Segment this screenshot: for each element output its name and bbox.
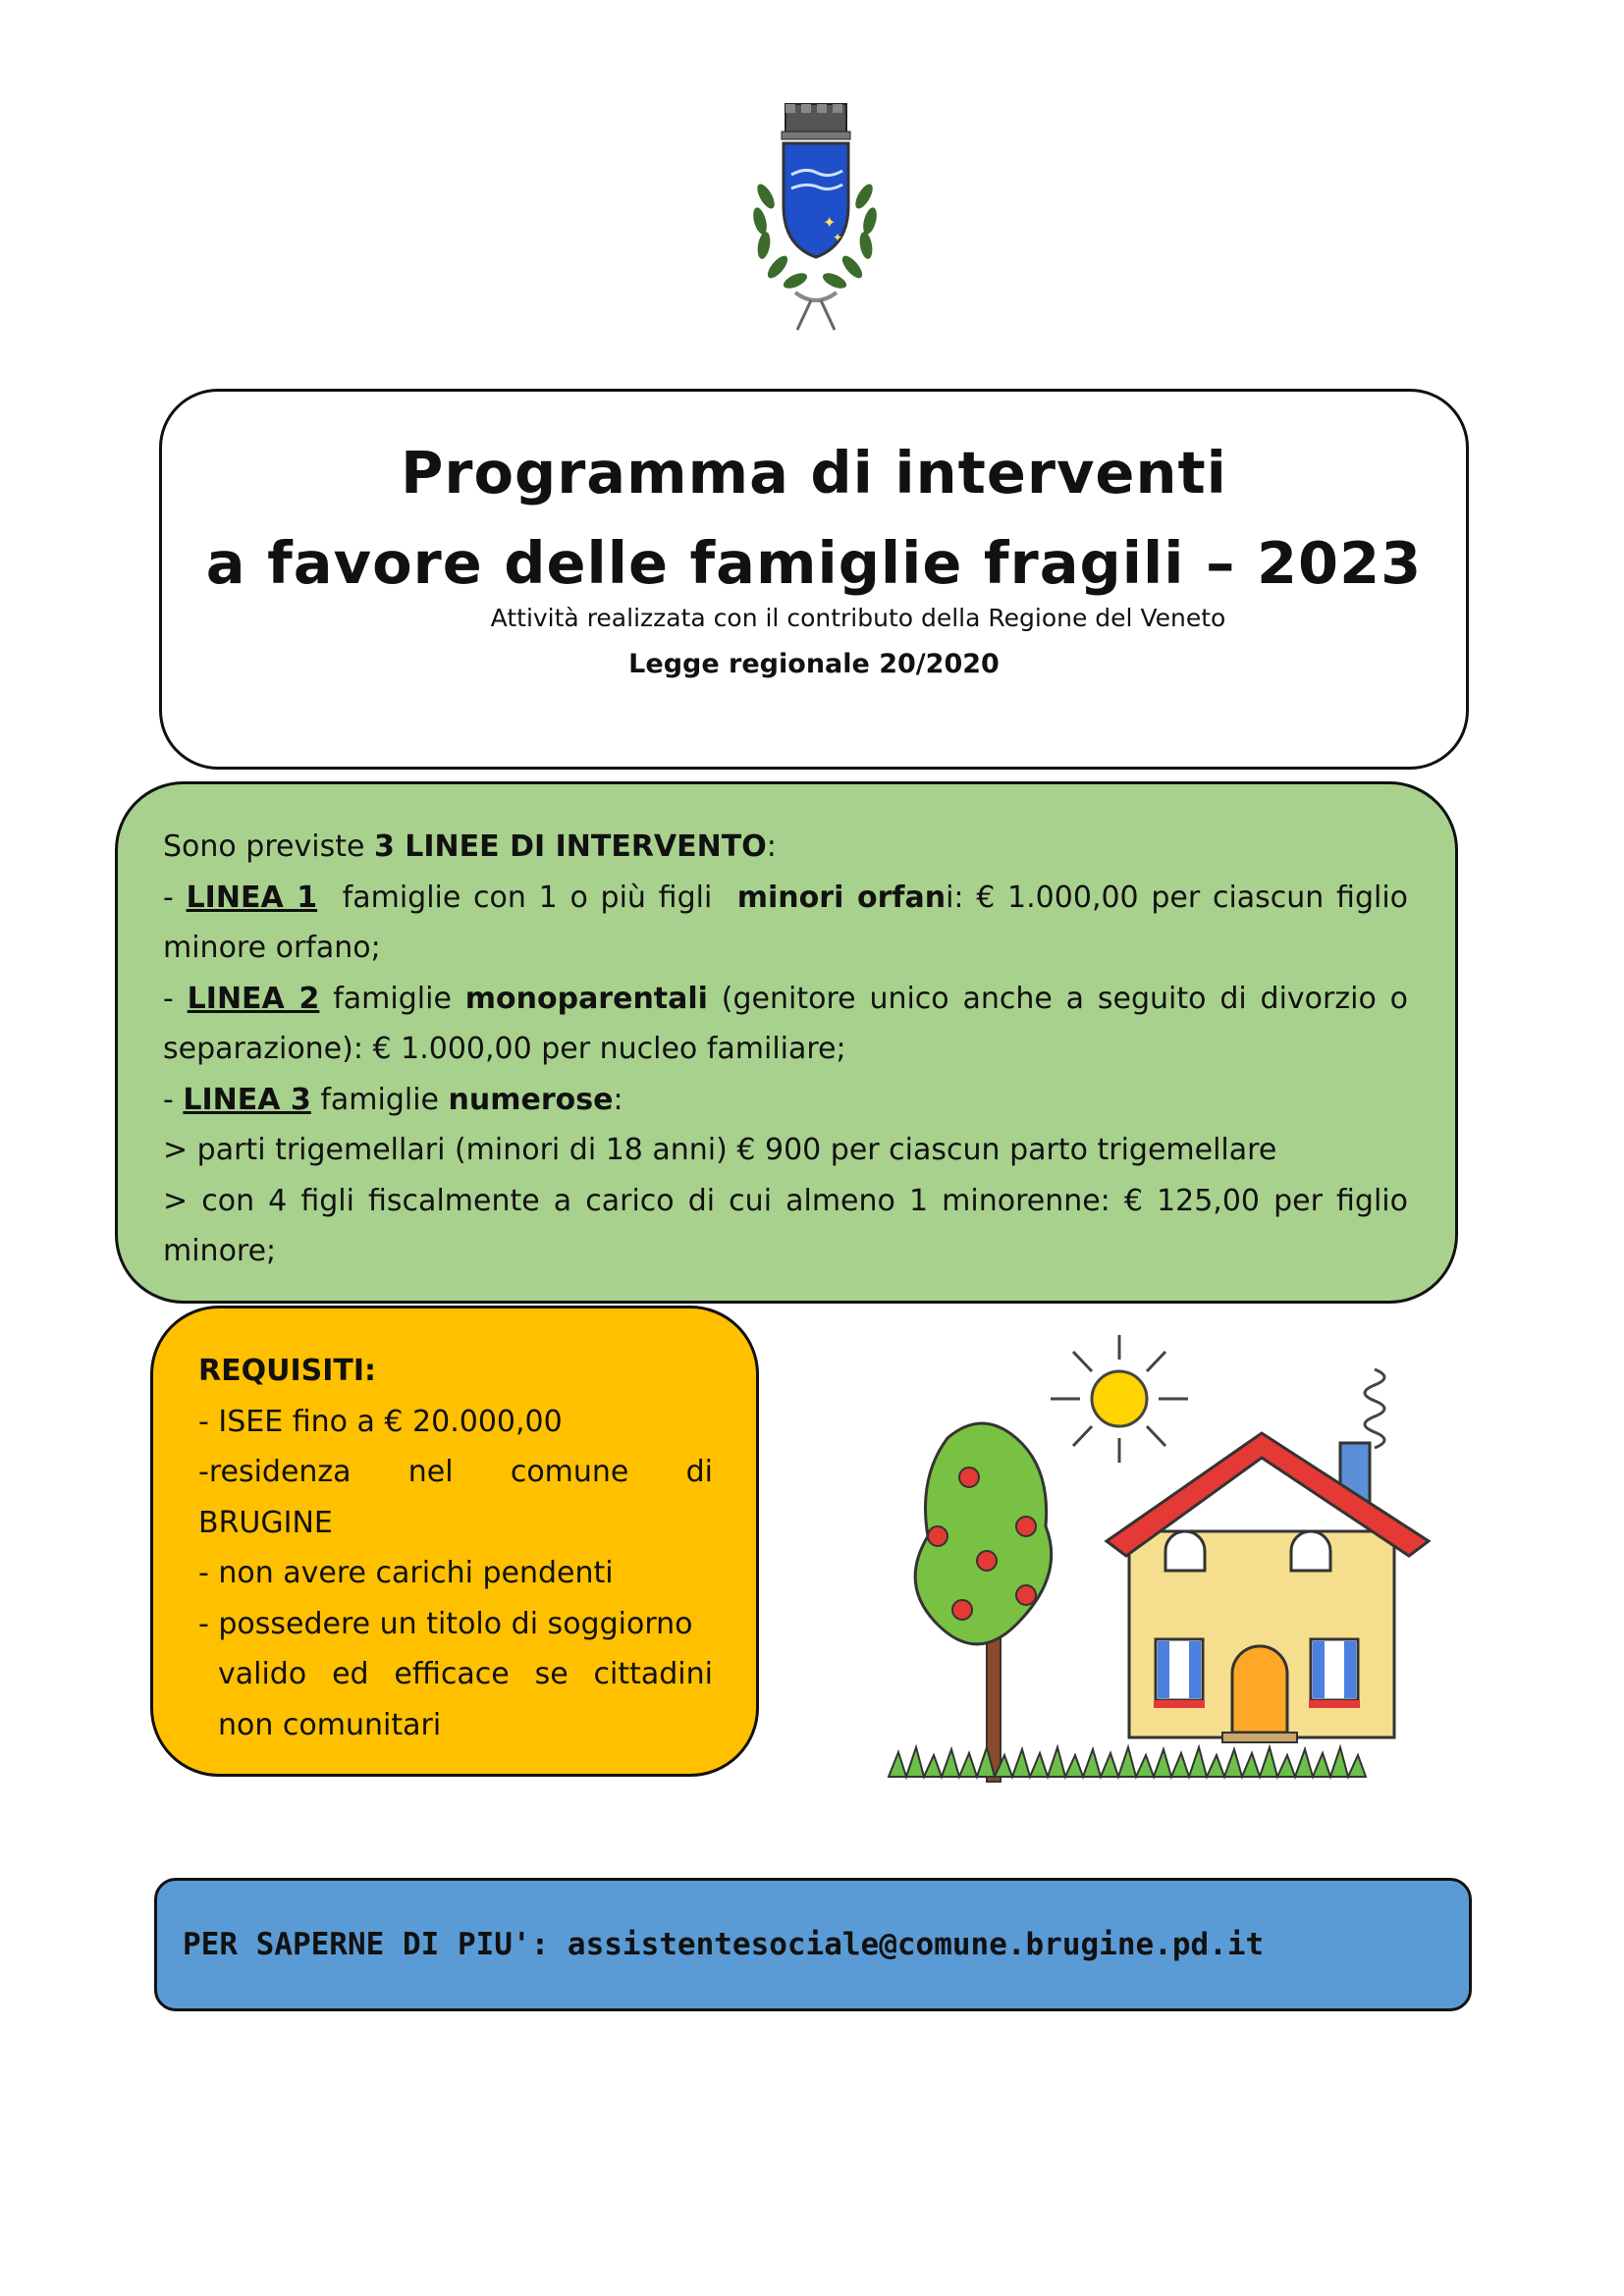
linea-3-bold: numerose <box>448 1082 614 1117</box>
law-reference: Legge regionale 20/2020 <box>628 649 1000 679</box>
contact-info-box <box>154 1878 1472 2011</box>
page-title-line-2: a favore delle famiglie fragili – 2023 <box>205 529 1423 597</box>
contact-info-text: PER SAPERNE DI PIU': assistentesociale@comune.brugine.pd.it <box>183 1927 1265 1962</box>
linea-2-dash: - <box>163 981 188 1016</box>
linea-2-text: famiglie <box>319 981 465 1016</box>
linea-1-dash: - <box>163 880 187 915</box>
requirement-permit-end: non comunitari <box>218 1707 442 1742</box>
linea-3-colon: : <box>613 1082 623 1117</box>
intro-colon: : <box>766 829 777 864</box>
requirements-heading: REQUISITI: <box>198 1354 377 1388</box>
house-illustration <box>879 1330 1448 1796</box>
requirement-residence-town: BRUGINE <box>198 1505 333 1540</box>
linea-1 <box>163 873 1408 974</box>
requirement-isee: - ISEE fino a € 20.000,00 <box>198 1404 563 1439</box>
requirement-permit: - possedere un titolo di soggiorno <box>198 1606 693 1641</box>
linea-3-dash: - <box>163 1082 184 1117</box>
linea-1-label: LINEA 1 <box>186 880 318 915</box>
intro-bold: 3 LINEE DI INTERVENTO <box>373 829 767 864</box>
bullet-four-children: > con 4 figli fiscalmente a carico di cui almeno 1 minorenne: € 125,00 per figlio minore; <box>163 1183 1408 1268</box>
sun-icon <box>1051 1335 1188 1463</box>
svg-text:✦: ✦ <box>823 213 837 232</box>
linea-3 <box>163 1075 1408 1126</box>
lines-intro <box>163 822 1408 873</box>
title-box <box>159 389 1469 770</box>
linea-2-text-end: (genitore unico anche a seguito di divorzio o separazione): € 1.000,00 per nucleo familiare; <box>163 981 1408 1066</box>
intervention-lines-box <box>115 781 1458 1304</box>
linea-3-label: LINEA 3 <box>183 1082 311 1117</box>
page-subtitle: Attività realizzata con il contributo della Regione del Veneto <box>490 604 1226 632</box>
municipal-crest-logo <box>727 98 903 339</box>
svg-text:✦: ✦ <box>833 231 843 244</box>
linea-1-text: famiglie con 1 o più figli <box>317 880 737 915</box>
requirement-no-charges: - non avere carichi pendenti <box>198 1556 614 1590</box>
linea-2-bold: monoparentali <box>464 981 708 1016</box>
bullet-trigemellari: > parti trigemellari (minori di 18 anni) € 900 per ciascun parto trigemellare <box>163 1133 1277 1167</box>
intro-text: Sono previste <box>163 829 374 864</box>
page-title-line-1: Programma di interventi <box>401 439 1227 507</box>
linea-3-text: famiglie <box>310 1082 449 1117</box>
requirement-residence: -residenza nel comune di <box>198 1455 713 1489</box>
linea-2 <box>163 974 1408 1075</box>
linea-1-bold: minori orfan <box>736 880 947 915</box>
requirements-box <box>150 1306 759 1777</box>
requirement-permit-cont: valido ed efficace se cittadini <box>218 1657 713 1691</box>
linea-2-label: LINEA 2 <box>187 981 320 1016</box>
linea-1-text-end: i: € 1.000,00 per ciascun figlio minore orfano; <box>163 880 1409 965</box>
